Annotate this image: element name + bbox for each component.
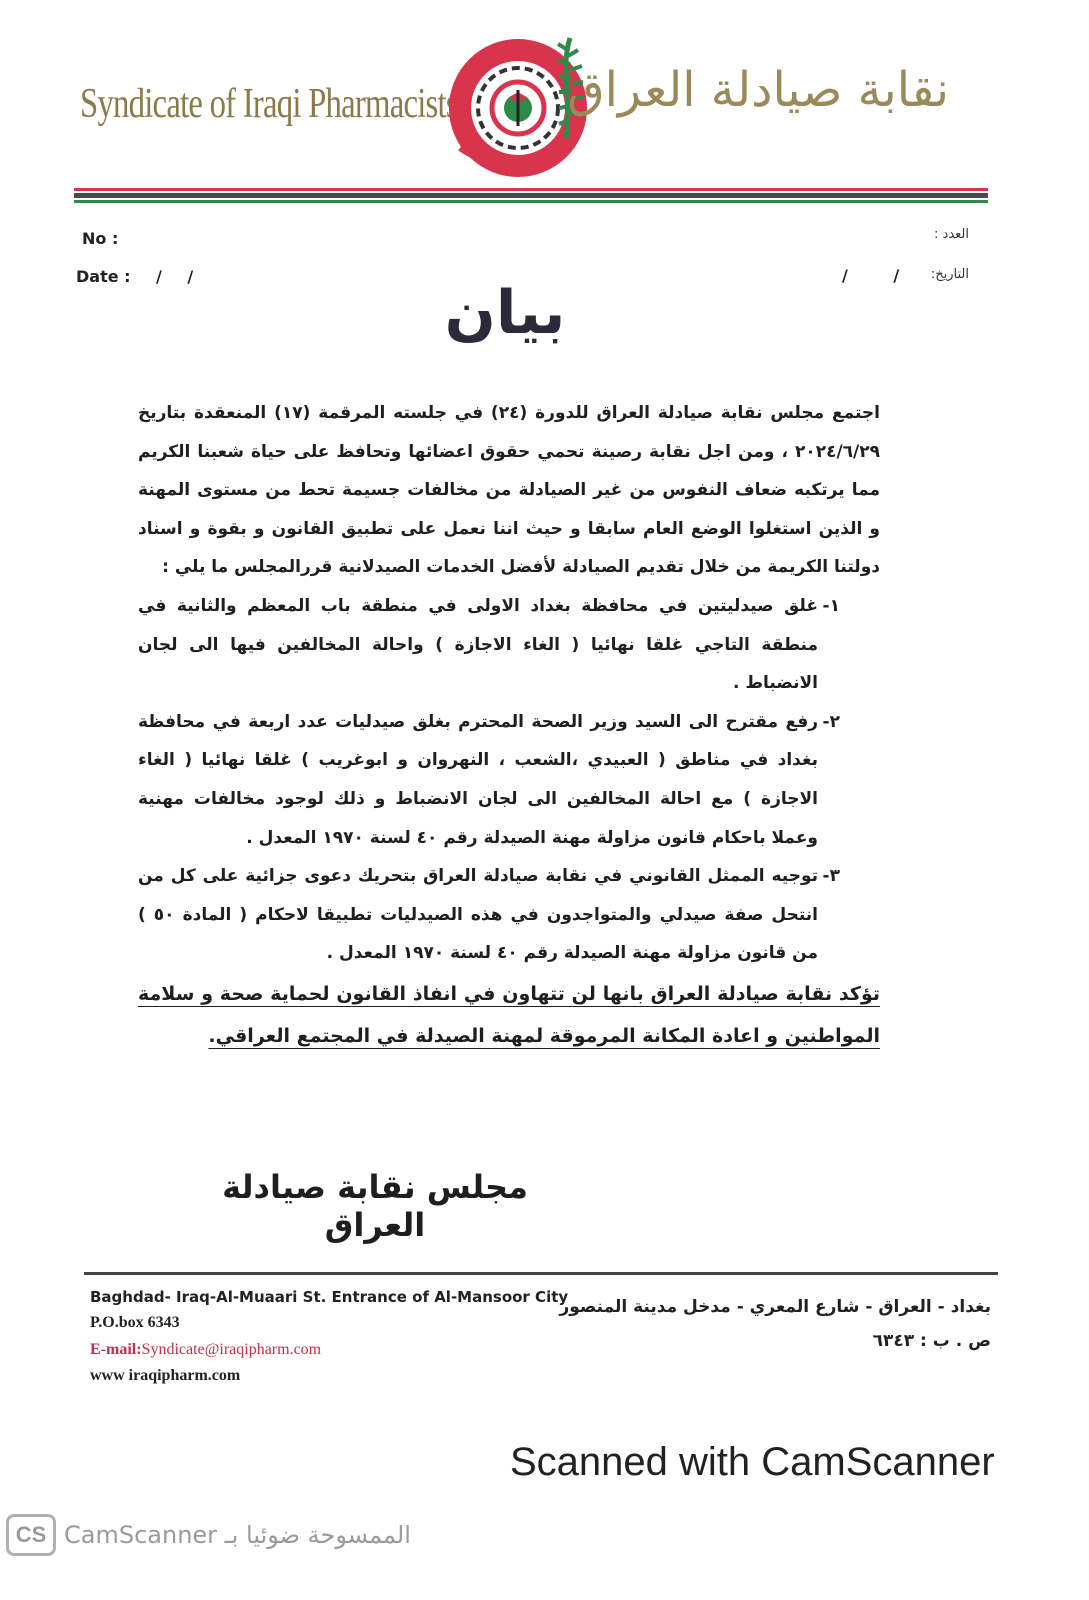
footer-address-en: Baghdad- Iraq-Al-Muaari St. Entrance of Al-Mansoor City bbox=[90, 1288, 569, 1306]
brand-name-ar: نقابة صيادلة العراق bbox=[567, 62, 949, 118]
email-link[interactable]: Syndicate@iraqipharm.com bbox=[141, 1341, 322, 1358]
camscanner-logo-icon: CS bbox=[6, 1514, 56, 1556]
scanner-footer-text: CamScanner الممسوحة ضوئيا بـ bbox=[64, 1521, 411, 1549]
item-text: غلق صيدليتين في محافظة بغداد الاولى في منطقة باب المعظم والثانية في منطقة التاجي غلقا نهائيا ( الغاء الاجازة ) واحالة المخالفين فيها الى لجان الانضباط . bbox=[138, 595, 818, 694]
item-number: ٣- bbox=[822, 866, 840, 887]
list-item bbox=[138, 703, 880, 857]
date-placeholder-en: / / bbox=[156, 267, 194, 286]
footer-divider bbox=[84, 1272, 998, 1275]
header-divider bbox=[74, 188, 988, 204]
item-number: ٢- bbox=[822, 711, 840, 732]
footer-address-ar: بغداد - العراق - شارع المعري - مدخل مدينة المنصور bbox=[559, 1297, 991, 1317]
intro-paragraph: اجتمع مجلس نقابة صيادلة العراق للدورة (٢٤) في جلسته المرقمة (١٧) المنعقدة بتاريخ ٢٠٢٤/٦/٢٩ ، ومن اجل نقابة رصينة تحمي حقوق اعضائها وتحافظ على حياة شعبنا الكريم مما يرتكبه ضعاف النفوس من غير الصيادلة من مخالفات جسيمة تحط من مستوى المهنة و الذين استغلوا الوضع العام سابقا و حيث اننا نعمل على تطبيق القانون و بقوة و اسناد دولتنا الكريمة من خلال تقديم الصيادلة لأفضل الخدمات الصيدلانية قررالمجلس ما يلي : bbox=[138, 403, 881, 578]
statement-body bbox=[138, 394, 880, 1057]
footer-contact-ar bbox=[559, 1290, 991, 1358]
item-text: رفع مقترح الى السيد وزير الصحة المحترم بغلق صيدليات عدد اربعة في محافظة بغداد في مناطق ( العبيدي ،الشعب ، النهروان و ابوغريب ) غلقا نهائيا ( الغاء الاجازة ) مع احالة المخالفين الى لجان الانضباط و ذلك لوجود مخالفات مهنية وعملا باحكام قانون مزاولة مهنة الصيدلة رقم ٤٠ لسنة ١٩٧٠ المعدل . bbox=[138, 711, 818, 848]
brand-name-en: Syndicate of Iraqi Pharmacists bbox=[80, 81, 458, 127]
list-item bbox=[138, 587, 880, 703]
date-placeholder-ar: / / bbox=[842, 266, 900, 285]
number-label-en: No : bbox=[82, 229, 119, 248]
footer-pobox-ar: ص . ب : ٦٣٤٣ bbox=[872, 1331, 991, 1351]
email-label: E-mail: bbox=[90, 1341, 142, 1358]
item-number: ١- bbox=[822, 595, 840, 616]
date-label-ar: التاريخ: bbox=[930, 267, 969, 282]
number-label-ar: العدد : bbox=[934, 227, 969, 242]
footer-pobox-en: P.O.box 6343 bbox=[90, 1314, 180, 1331]
list-item bbox=[138, 857, 880, 973]
scanner-banner: Scanned with CamScanner bbox=[510, 1440, 995, 1484]
date-label-en: Date : bbox=[76, 267, 131, 286]
statement-title: بيان bbox=[444, 278, 566, 348]
item-text: توجيه الممثل القانوني في نقابة صيادلة العراق بتحريك دعوى جزائية على كل من انتحل صفة صيدلي والمتواجدون في هذه الصيدليات تطبيقا لاحكام ( المادة ٥٠ ) من قانون مزاولة مهنة الصيدلة رقم ٤٠ لسنة ١٩٧٠ المعدل . bbox=[138, 866, 818, 964]
signature-council: مجلس نقابة صيادلة العراق bbox=[222, 1168, 528, 1244]
website-link[interactable]: www iraqipharm.com bbox=[90, 1367, 241, 1384]
footer-contact-en bbox=[90, 1284, 568, 1389]
closing-statement: تؤكد نقابة صيادلة العراق بانها لن تتهاون في انفاذ القانون لحماية صحة و سلامة المواطنين و اعادة المكانة المرموقة لمهنة الصيدلة في المجتمع العراقي. bbox=[138, 982, 880, 1047]
scanner-footer bbox=[6, 1514, 411, 1556]
